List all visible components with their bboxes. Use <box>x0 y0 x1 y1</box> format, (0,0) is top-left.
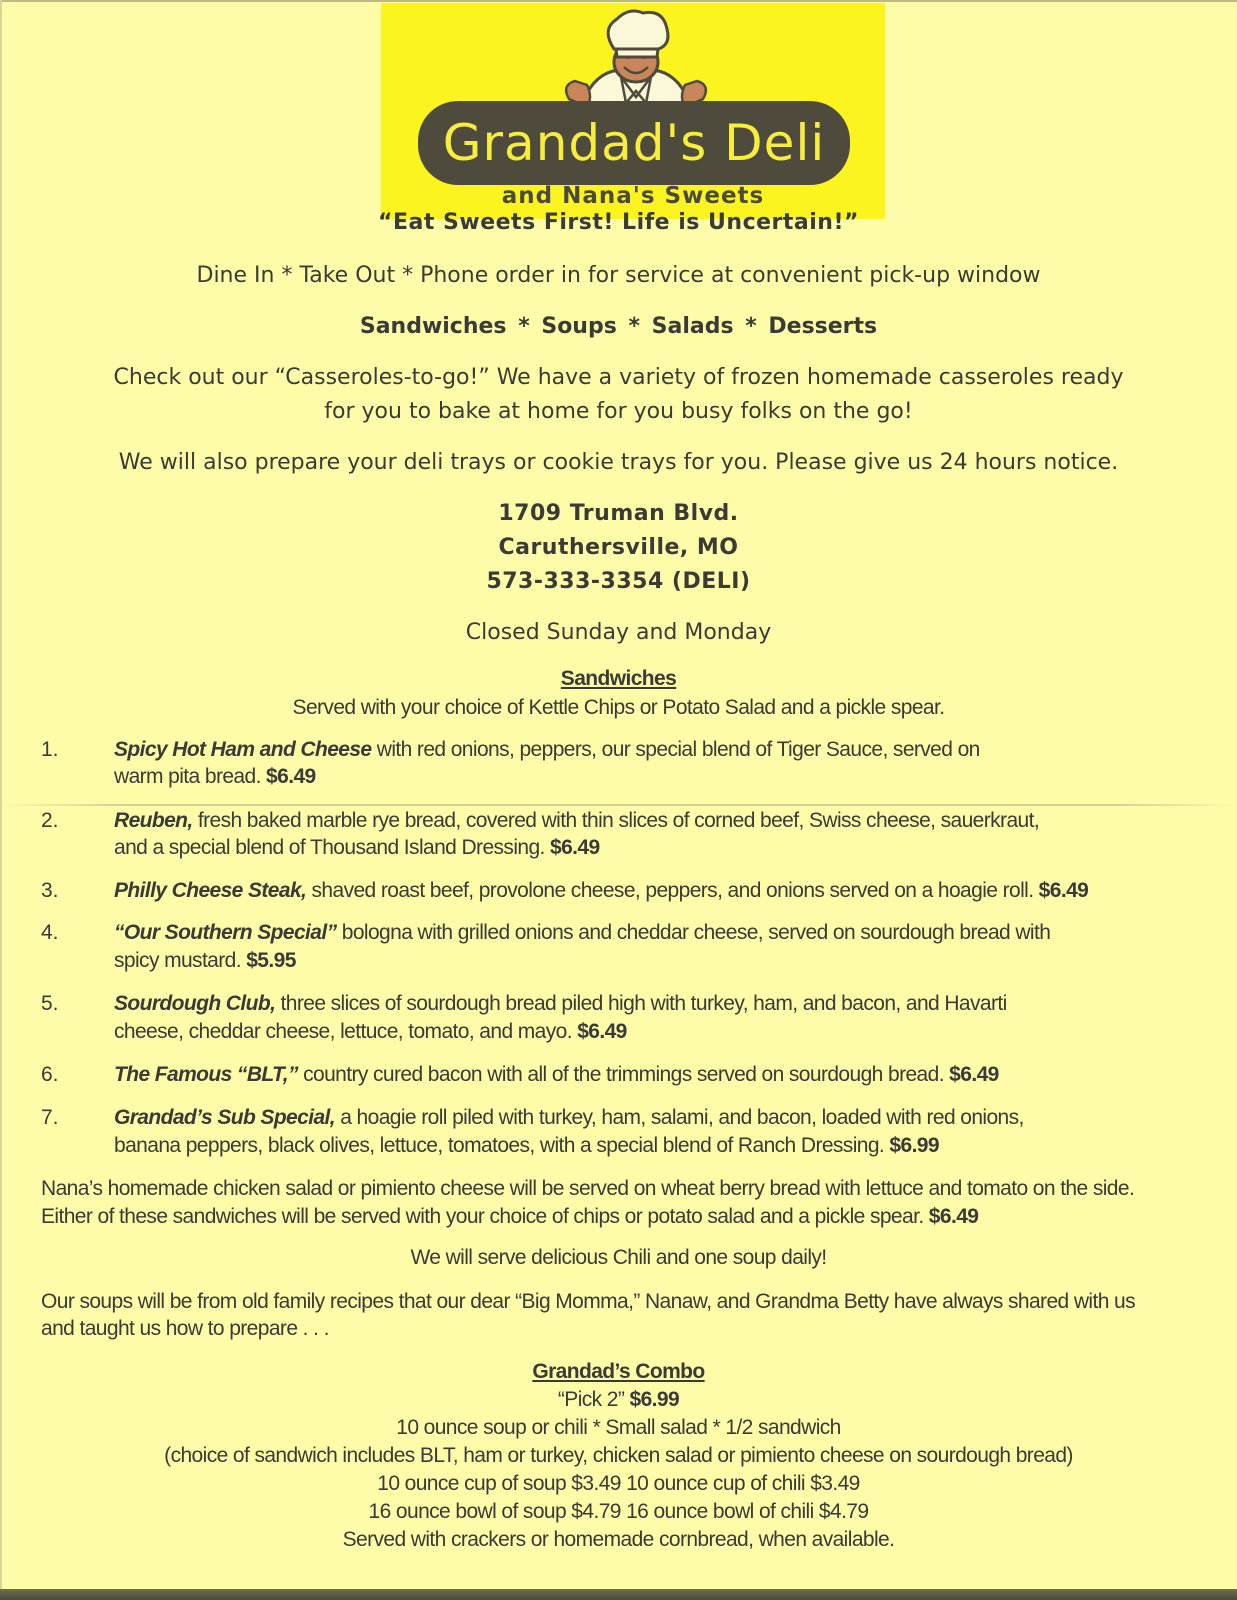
combo-pick-label: “Pick 2” <box>557 1388 630 1411</box>
item-name: Grandad’s Sub Special, <box>114 1106 335 1129</box>
nana-description: Either of these sandwiches will be served with your choice of chips or potato salad and a pickle spear. <box>41 1205 929 1228</box>
menu-item-line <box>114 949 296 973</box>
menu-item-line <box>114 992 1007 1016</box>
item-description: warm pita bread. <box>114 765 267 788</box>
chef-mascot-icon <box>551 7 721 115</box>
item-number: 4. <box>41 921 59 944</box>
hours-note: Closed Sunday and Monday <box>465 620 772 645</box>
item-description: three slices of sourdough bread piled high with turkey, ham, and bacon, and Havarti <box>275 992 1007 1015</box>
item-number: 6. <box>41 1063 59 1086</box>
casseroles-text-line-2: for you to bake at home for you busy folks on the go! <box>324 399 913 424</box>
menu-item-line <box>114 921 1050 945</box>
item-number: 3. <box>41 879 59 902</box>
soup-family-line-2: and taught us how to prepare . . . <box>41 1317 329 1340</box>
menu-item-line <box>114 809 1039 833</box>
item-description: country cured bacon with all of the trimmings served on sourdough bread. <box>297 1063 950 1086</box>
item-description: and a special blend of Thousand Island Dressing. <box>114 836 551 859</box>
item-number: 1. <box>41 738 59 761</box>
logo-banner <box>418 101 850 185</box>
item-price: $6.99 <box>889 1134 939 1157</box>
item-number: 5. <box>41 992 59 1015</box>
services-line: Dine In * Take Out * Phone order in for service at convenient pick-up window <box>196 263 1041 288</box>
item-description: fresh baked marble rye bread, covered with thin slices of corned beef, Swiss cheese, sauerkraut, <box>192 809 1040 832</box>
trays-notice: We will also prepare your deli trays or cookie trays for you. Please give us 24 hours notice. <box>118 450 1119 475</box>
item-price: $6.49 <box>1038 879 1089 902</box>
combo-bowl-prices: 16 ounce bowl of soup $4.79 16 ounce bowl of chili $4.79 <box>368 1500 869 1523</box>
item-description: bologna with grilled onions and cheddar cheese, served on sourdough bread with <box>336 921 1051 944</box>
menu-item-line <box>114 738 980 762</box>
scan-bottom-edge <box>0 1589 1237 1600</box>
combo-cup-prices: 10 ounce cup of soup $3.49 10 ounce cup of chili $3.49 <box>377 1472 860 1495</box>
menu-item-line <box>114 836 600 860</box>
item-name: Sourdough Club, <box>114 992 276 1015</box>
item-name: “Our Southern Special” <box>114 921 337 944</box>
item-description: shaved roast beef, provolone cheese, peppers, and onions served on a hoagie roll. <box>306 879 1039 902</box>
item-description: banana peppers, black olives, lettuce, tomatoes, with a special blend of Ranch Dressing. <box>114 1134 890 1157</box>
item-name: Philly Cheese Steak, <box>114 879 307 902</box>
nana-price: $6.49 <box>928 1205 979 1228</box>
address-city: Caruthersville, MO <box>498 535 739 560</box>
item-name: Reuben, <box>114 809 193 832</box>
casseroles-text-line-1: Check out our “Casseroles-to-go!” We have a variety of frozen homemade casseroles ready <box>113 365 1124 390</box>
combo-heading: Grandad’s Combo <box>532 1360 705 1383</box>
logo-subtitle: and Nana's Sweets <box>501 183 765 209</box>
combo-served-with: Served with crackers or homemade cornbread, when available. <box>342 1528 895 1551</box>
tagline: “Eat Sweets First! Life is Uncertain!” <box>378 210 859 235</box>
item-description: with red onions, peppers, our special blend of Tiger Sauce, served on <box>371 738 980 761</box>
paper-fold-line <box>0 804 1237 806</box>
item-number: 7. <box>41 1106 59 1129</box>
combo-options: 10 ounce soup or chili * Small salad * 1/2 sandwich <box>396 1416 841 1439</box>
item-price: $6.49 <box>266 765 316 788</box>
item-name: Spicy Hot Ham and Cheese <box>114 738 372 761</box>
menu-item-line <box>114 1106 1024 1130</box>
combo-sandwich-note: (choice of sandwich includes BLT, ham or turkey, chicken salad or pimiento cheese on sourdough bread) <box>164 1444 1073 1467</box>
sandwiches-heading: Sandwiches <box>560 667 677 690</box>
scan-top-edge <box>0 0 1237 2</box>
logo <box>381 3 885 219</box>
soup-family-line-1: Our soups will be from old family recipes that our dear “Big Momma,” Nanaw, and Grandma Betty have always shared with us <box>41 1290 1136 1313</box>
address-street: 1709 Truman Blvd. <box>498 501 739 526</box>
phone-number: 573-333-3354 (DELI) <box>486 569 751 594</box>
item-description: a hoagie roll piled with turkey, ham, salami, and bacon, loaded with red onions, <box>335 1106 1024 1129</box>
menu-item-line <box>114 765 316 789</box>
item-description: spicy mustard. <box>114 949 247 972</box>
item-number: 2. <box>41 809 59 832</box>
sandwiches-subheading: Served with your choice of Kettle Chips or Potato Salad and a pickle spear. <box>292 696 945 719</box>
menu-item-line <box>114 1134 939 1158</box>
item-name: The Famous “BLT,” <box>114 1063 298 1086</box>
categories-line: Sandwiches * Soups * Salads * Desserts <box>359 314 878 339</box>
menu-item-line <box>114 1063 999 1087</box>
item-price: $6.49 <box>577 1020 627 1043</box>
item-price: $6.49 <box>949 1063 999 1086</box>
nana-sandwich-line-2 <box>41 1205 978 1229</box>
combo-pick-price: $6.99 <box>629 1388 680 1411</box>
item-price: $6.49 <box>550 836 600 859</box>
menu-item-line <box>114 1020 627 1044</box>
combo-pick-line <box>0 1388 1237 1412</box>
menu-item-line <box>114 879 1088 903</box>
soup-daily-note: We will serve delicious Chili and one soup daily! <box>410 1246 827 1269</box>
logo-title: Grandad's Deli <box>442 114 826 172</box>
item-description: cheese, cheddar cheese, lettuce, tomato, and mayo. <box>114 1020 578 1043</box>
nana-sandwich-line-1: Nana’s homemade chicken salad or pimiento cheese will be served on wheat berry bread with lettuce and tomato on the side. <box>41 1177 1135 1200</box>
item-price: $5.95 <box>246 949 296 972</box>
